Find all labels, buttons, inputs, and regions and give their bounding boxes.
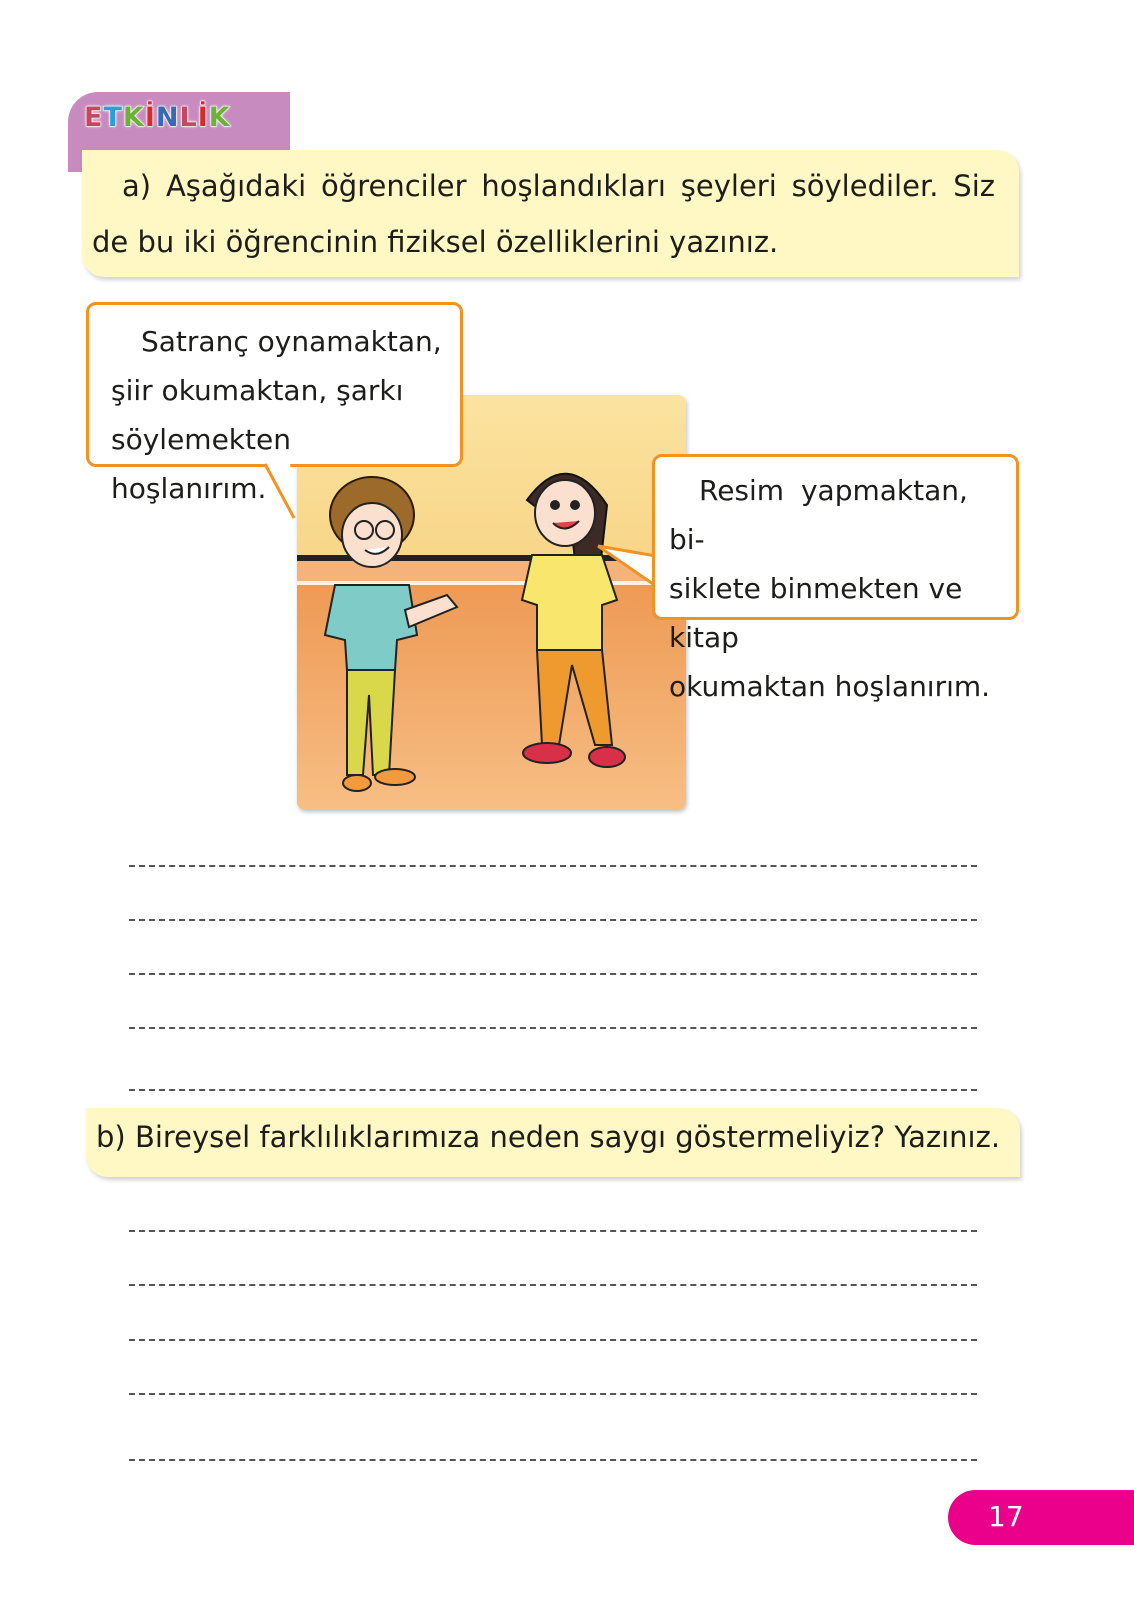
boy-bubble-tail <box>262 462 304 520</box>
instruction-b-text: b) Bireysel farklılıklarımıza neden saygı göstermeliyiz? Yazınız. <box>96 1120 1001 1154</box>
tab-letter: E <box>84 102 104 133</box>
girl-line-2: siklete binmekten ve kitap <box>669 572 963 654</box>
answer-line-b-3[interactable] <box>129 1339 977 1341</box>
speech-bubble-girl <box>652 454 1019 703</box>
instruction-a-label: a) Aşağıdaki öğrenciler hoşlandıkları şeyleri söylediler. Siz de bu iki öğrencinin fiziksel özelliklerini yazınız. <box>92 169 995 259</box>
boy-line-3: söylemekten hoşlanırım. <box>111 423 291 505</box>
tab-letter: İ <box>144 102 156 133</box>
answer-line-b-5[interactable] <box>129 1459 977 1461</box>
answer-line-a-1[interactable] <box>129 865 977 867</box>
page-number: 17 <box>988 1500 1024 1533</box>
boy-line-2: şiir okumaktan, şarkı <box>111 374 404 407</box>
page-number-badge <box>948 1490 1134 1545</box>
speech-bubble-boy <box>86 302 463 505</box>
answer-line-a-2[interactable] <box>129 919 977 921</box>
instruction-card-a <box>82 150 1019 277</box>
girl-line-1 <box>669 466 1002 564</box>
tab-letter: K <box>208 102 231 133</box>
tab-letter: T <box>103 102 123 133</box>
girl-line-3: okumaktan hoşlanırım. <box>669 670 991 703</box>
boy-line-1-text: Satranç oynamaktan, <box>141 325 442 358</box>
activity-label <box>84 102 231 133</box>
boy-line-1 <box>111 317 444 366</box>
answer-line-a-4[interactable] <box>129 1027 977 1029</box>
girl-line-1-text: Resim yapmaktan, bi- <box>669 474 968 556</box>
answer-line-b-1[interactable] <box>129 1230 977 1232</box>
instruction-a-text <box>92 158 995 270</box>
answer-line-b-2[interactable] <box>129 1284 977 1286</box>
tab-letter: K <box>122 102 145 133</box>
tab-letter: İ <box>197 102 209 133</box>
tab-letter: L <box>179 102 198 133</box>
tab-letter: N <box>155 102 180 133</box>
answer-line-b-4[interactable] <box>129 1393 977 1395</box>
answer-line-a-3[interactable] <box>129 973 977 975</box>
answer-line-a-5[interactable] <box>129 1089 977 1091</box>
girl-bubble-tail <box>596 540 658 590</box>
instruction-card-b <box>86 1108 1020 1177</box>
